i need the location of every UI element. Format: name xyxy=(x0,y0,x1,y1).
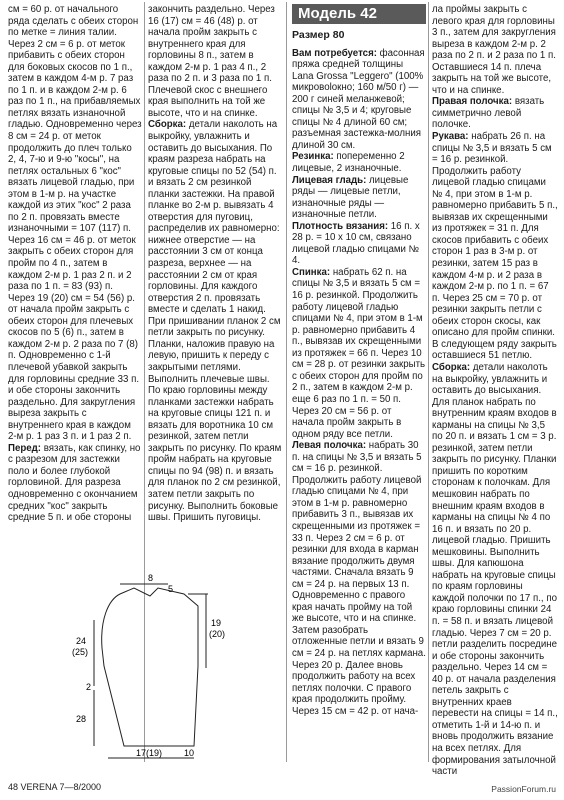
materials-paragraph: Вам потребуется: фасонная пряжа средней толщины Lana Grossa "Leggero" (100% микровolокно; 160 м/50 г) — 200 г синей меланжевой; спицы № 3,5 и 4; круговые спицы № 4 длиной 60 см; разъемная застежка-молния длиной 30 см. xyxy=(292,47,425,151)
watermark: PassionForum.ru xyxy=(491,784,556,794)
assembly-paragraph-2: Сборка: детали наколоть на выкройку, увлажнить и оставить до высыхания. Для планок набрать по внутренним краям входов в карманы на спицы № 3,5 по 20 п. и вязать 1 см = 3 р. резинкой, затем петли закрыть по рисунку. Планки пришить по коротким сторонам к полочкам. Для мешковин набрать по внешним краям входов в карманы на спицы № 4 по 16 п. и вязать по 20 р. лицевой гладью. Пришить мешковины. Выполнить швы. Для капюшона набрать на круговые спицы по краям горловины каждой полочки по 17 п., по краю горловины спинки 24 п. = 58 п. и вязать лицевой гладью. Через 7 см = 20 р. петли разделить посредине и обе стороны закончить раздельно. Через 14 см = 40 р. от начала разделения петель закрыть с внутренних краев перевести на спицы = 14 п., отметить 1-й и 14-ю п. и вновь продолжить вязание на всех петлях. Для формирования затылочной части xyxy=(432,361,558,778)
left-front-paragraph: Левая полочка: набрать 30 п. на спицы № 3,5 и вязать 5 см = 16 р. резинкой. Продолжить работу лицевой гладью спицами № 4, при этом в 1-м р. равномерно прибавить 3 п., вывязав их скрещенными из протяжек = 33 п. Через 2 см = 6 р. от резинки для входа в карман вязание продолжить двумя частями. Сначала вязать 9 см = 24 р. на первых 13 п. Одновременно с правого края начать пройму на той же высоте, что и на спинке. Затем разобрать отложенные петли и вязать 9 см = 24 р. на петлях кармана. Через 20 р. Далее вновь продолжить работу на всех петлях полочки. С правого края продолжить пройму. Через 15 см = 42 р. от нача- xyxy=(292,440,426,717)
text-column-3 xyxy=(292,4,426,717)
sleeves-paragraph: Рукава: набрать 26 п. на спицы № 3,5 и вязать 5 см = 16 р. резинкой. Продолжить работу лицевой гладью спицами № 4, при этом в 1-м р. равномерно прибавить 5 п., вывязав их скрещенными из протяжек = 31 п. Для скосов прибавить с обеих сторон 1 раз в 3-м р. от резинки, затем 15 раз в каждом 4-м р. и 2 раза в каждом 2-м р. по 1 п. = 67 п. Через 25 см = 70 р. от резинки закрыть петли с обеих сторон скосы, как описано для пройм спинки. В следующем ряду закрыть оставшиеся 51 петлю. xyxy=(432,131,558,362)
dim-label-17-19: 17(19) xyxy=(136,748,163,758)
front-continued-text: закончить раздельно. Через 16 (17) см = 46 (48) р. от начала пройм закрыть с внутреннего края для горловины 8 п., затем в каждом 2-м р. 1 раз 4 п., 2 раза по 2 п. и 3 раза по 1 п. Плечевой скос с внешнего края выполнить на той же высоте, что и на спинке. xyxy=(148,4,275,119)
left-front-continued-text: ла проймы закрыть с левого края для горловины 3 п., затем для закругления выреза в каждом 2-м р. 2 раза по 2 п. и 2 раза по 1 п. Оставшиеся 14 п. плеча закрыть на той же высоте, что и на спинке. xyxy=(432,4,556,96)
dim-label-25: (25) xyxy=(72,647,89,657)
garment-outline xyxy=(102,588,198,746)
dim-label-28: 28 xyxy=(76,714,87,724)
gauge-paragraph: Плотность вязания: 16 п. х 28 р. = 10 х 10 см, связано лицевой гладью спицами № 4. xyxy=(292,220,420,267)
size-label: Размер 80 xyxy=(292,29,345,41)
rib-paragraph: Резинка: попеременно 2 лицевые, 2 изнаночные. xyxy=(292,151,405,175)
column-divider-2 xyxy=(286,2,287,762)
dim-label-2: 2 xyxy=(86,682,92,692)
back-paragraph: Спинка: набрать 62 п. на спицы № 3,5 и вязать 5 см = 16 р. резинкой. Продолжить работу лицевой гладью спицами № 4, при этом в 1-м р. равномерно прибавить 4 п., вывязав их скрещенными из протяжек = 66 п. Через 10 см = 28 р. от резинки закрыть с обеих сторон для пройм по 2 п., затем в каждом 2-м р. еще 6 раз по 1 п. = 50 п. Через 20 см = 56 р. от начала пройм закрыть в одном ряду все петли. xyxy=(292,266,426,440)
pattern-schematic xyxy=(8,566,282,766)
assembly-paragraph: Сборка: детали наколоть на выкройку, увлажнить и оставить до высыхания. По краям разреза набрать на круговые спицы по 52 (54) п. и вязать 2 см резинкой планки застежки. На правой планке во 2-м р. вывязать 4 отверстия для пуговиц, распределив их равномерно: нижнее отверстие — на расстоянии 3 см от конца разреза, верхнее — на расстоянии 2 см от края горловины. Для каждого отверстия 2 п. провязать вместе и сделать 1 накид. При пришивании планок 2 см петли закрыть по рисунку. Планки, наложив правую на левую, пришить к переду с закрытыми петлями. Выполнить плечевые швы. По краю горловины между планками застежки набрать на круговые спицы 121 п. и вязать для воротника 10 см резинкой, затем петли закрыть по рисунку. По краям пройм набрать на круговые спицы по 94 (98) п. и вязать для планок по 2 см резинкой, затем петли закрыть по рисунку. Выполнить боковые швы. Пришить пуговицы. xyxy=(148,119,282,524)
front-paragraph: Перед: вязать, как спинку, но с разрезом для застежки поло и более глубокой горловиной. Для разреза одновременно с окончанием средних "кос" закрыть средние 5 п. и обе стороны xyxy=(8,442,141,524)
right-front-paragraph: Правая полочка: вязать симметрично левой полочке. xyxy=(432,96,545,131)
dim-label-20: (20) xyxy=(209,629,226,639)
dim-label-8: 8 xyxy=(148,573,154,583)
text-column-4 xyxy=(432,4,558,778)
back-continued-text: см = 60 р. от начального ряда сделать с обеих сторон по метке = линия талии. Через 2 см = 6 р. от меток прибавить с обеих сторон для боковых скосов по 1 п., затем в каждом 4-м р. 7 раз по 1 п. и в каждом 2-м р. 6 раз по 1 п., на прибавляемых петлях вязать изнаночной гладью. Одновременно через 8 см = 24 р. от меток продолжить до плеч только 2, 4, 7-ю и 9-ю "косы", на петлях остальных 6 "кос" вязать лицевой гладью, при этом в 1-м р. на участке каждой из этих "кос" 2 раза по 2 п. провязать вместе изнаночными = 107 (117) п. Через 16 см = 46 р. от меток закрыть с обеих сторон для пройм по 4 п., затем в каждом 2-м р. 1 раз 2 п. и 2 раза по 1 п. = 83 (93) п. Через 19 (20) см = 54 (56) р. от начала пройм закрыть с обеих сторон для плечевых скосов по 5 (6) п., затем в каждом 2-м р. 2 раза по 7 (8) п. Одновременно с 1-й плечевой убавкой закрыть для горловины средние 33 п. и обе стороны закончить раздельно. Для закругления выреза закрыть с внутреннего края в каждом 2-м р. 1 раз 3 п. и 1 раз 2 п. xyxy=(8,4,142,443)
page-footer: 48 VERENA 7—8/2000 xyxy=(8,782,102,792)
stockinette-paragraph: Лицевая гладь: лицевые ряды — лицевые петли, изнаночные ряды — изнаночные петли. xyxy=(292,174,409,221)
column-divider-3 xyxy=(428,2,429,762)
model-title: Модель 42 xyxy=(292,4,426,24)
dim-label-10: 10 xyxy=(184,748,195,758)
dim-label-5: 5 xyxy=(168,584,174,594)
text-column-1 xyxy=(8,4,142,524)
dim-label-24: 24 xyxy=(76,636,87,646)
text-column-2 xyxy=(148,4,282,524)
dim-label-19: 19 xyxy=(211,618,222,628)
